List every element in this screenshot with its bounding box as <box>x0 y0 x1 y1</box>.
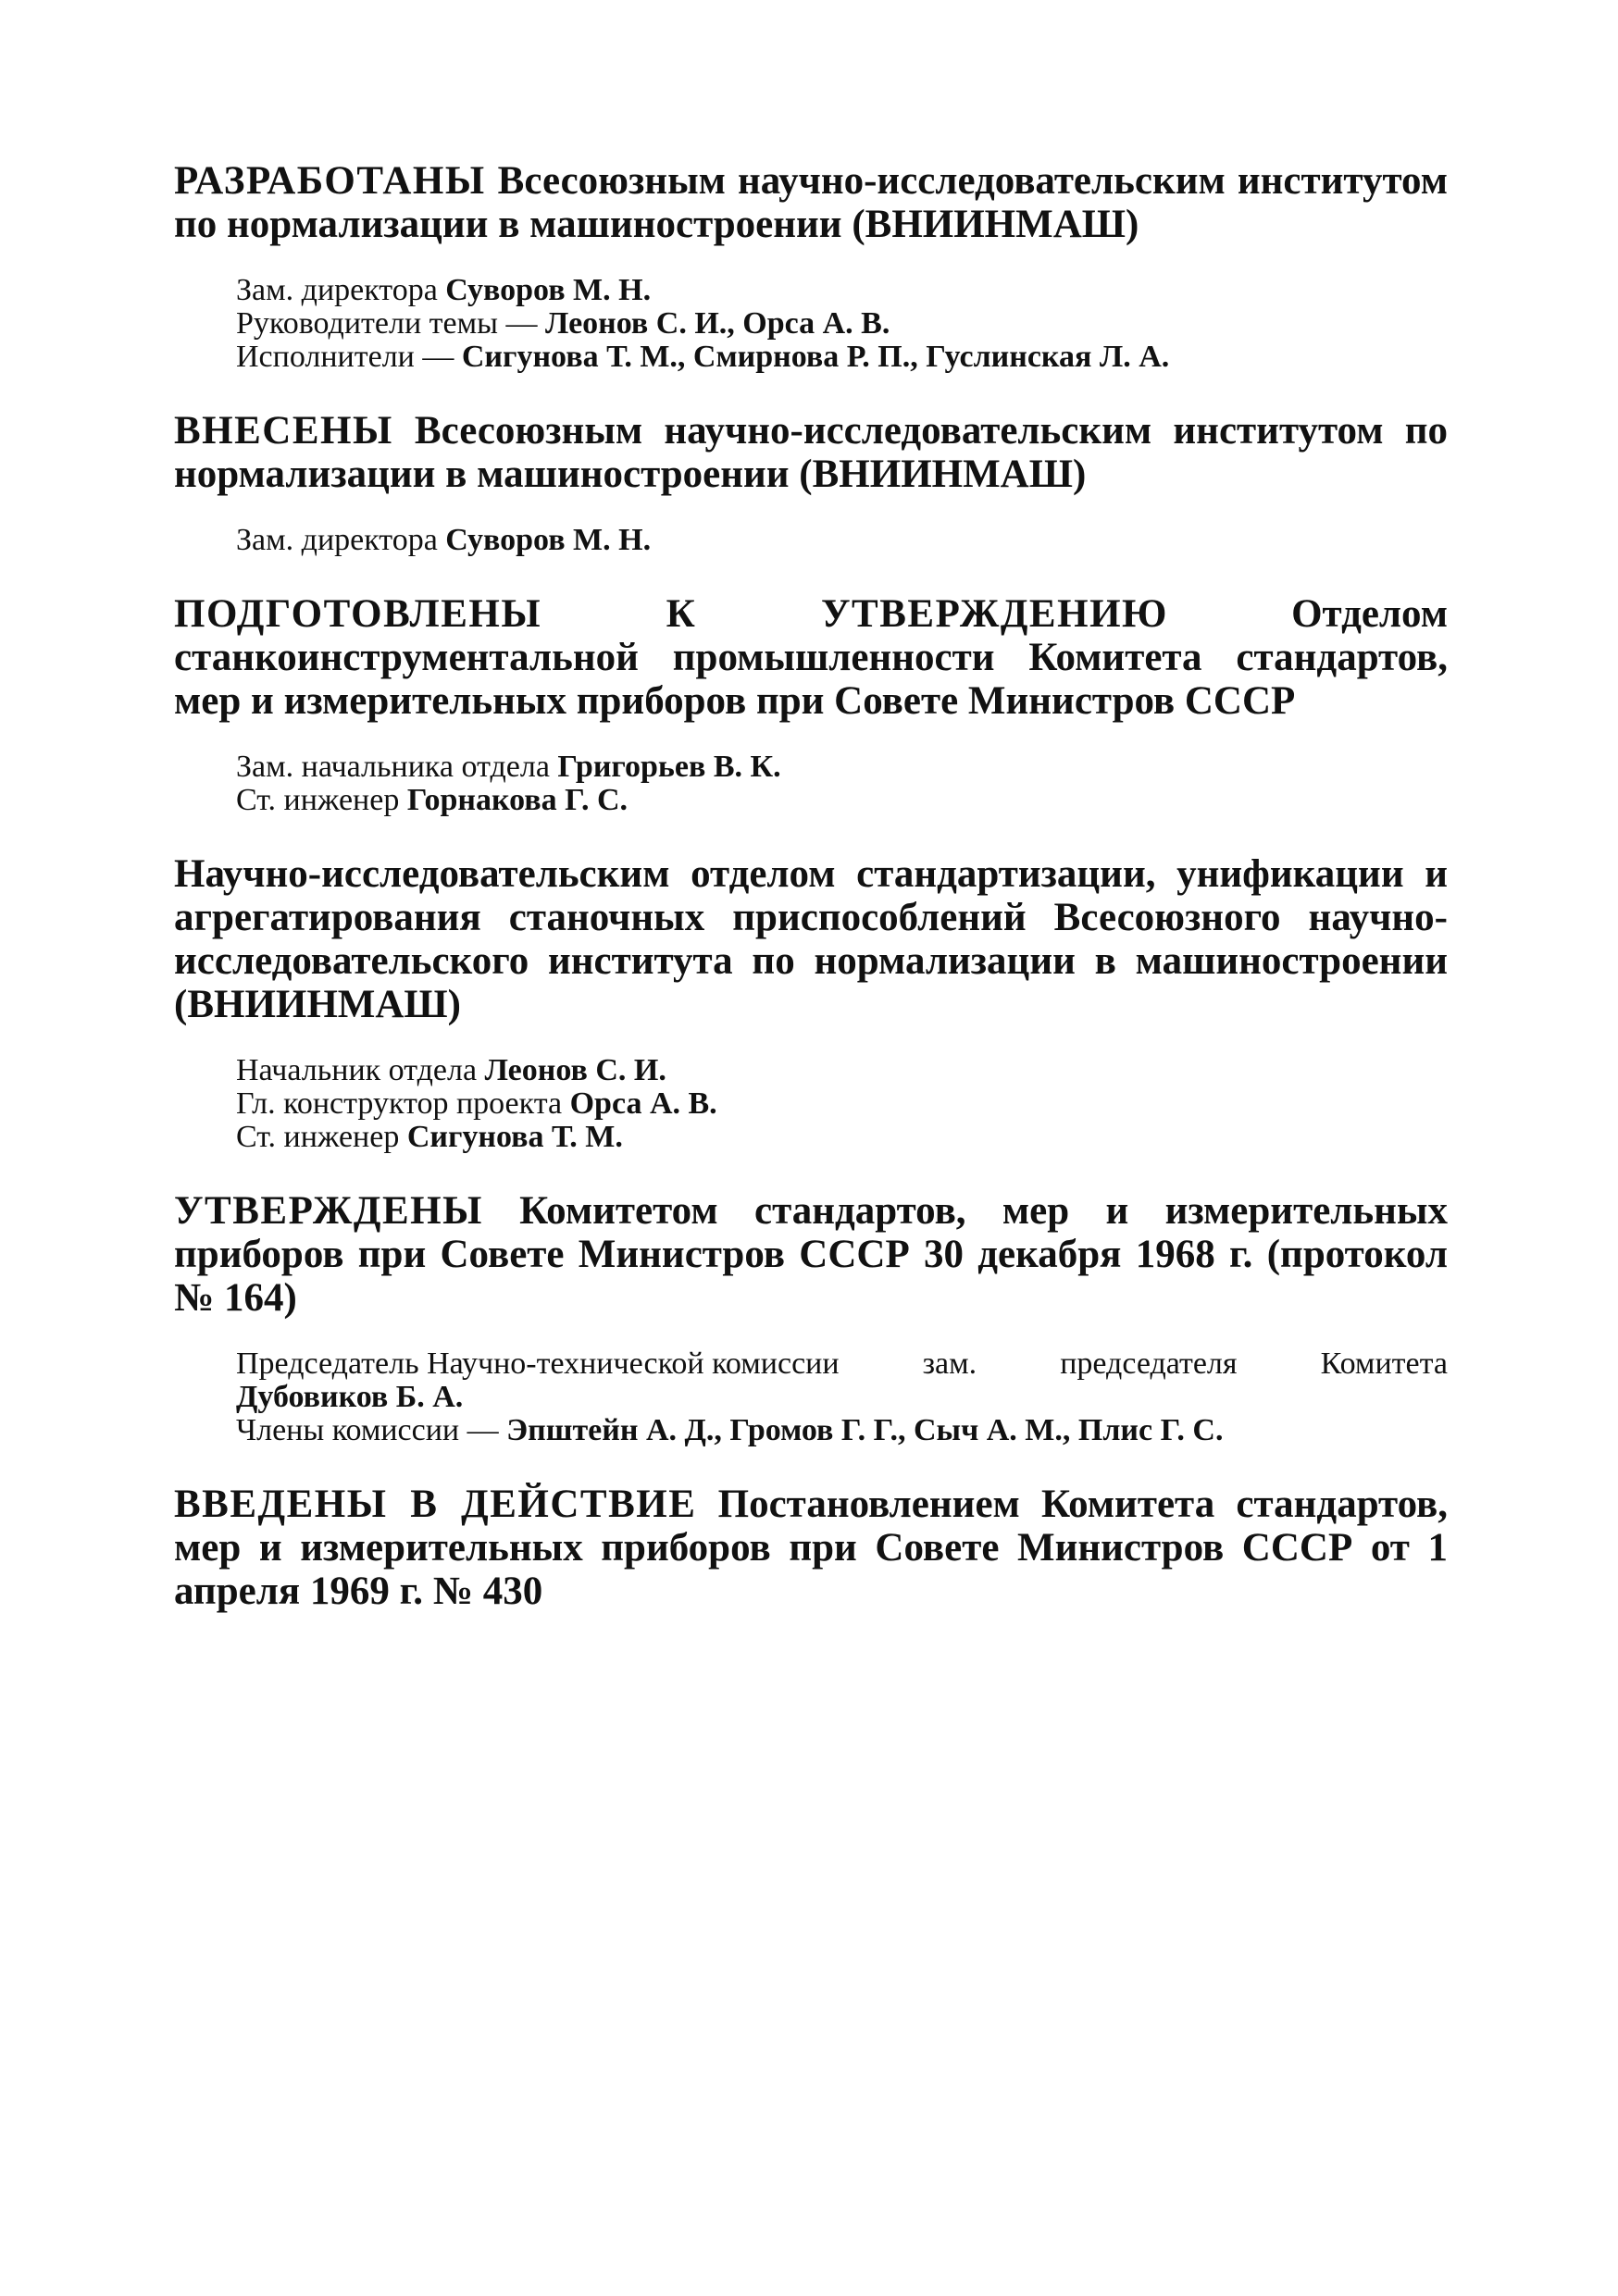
signer-role: Зам. директора <box>236 273 438 307</box>
section-submitted <box>174 409 1448 557</box>
signer-role: Ст. инженер <box>236 1120 400 1154</box>
signer-names: Григорьев В. К. <box>557 750 781 784</box>
signer-line <box>236 784 1448 817</box>
section-lead <box>174 1483 1448 1613</box>
commission-chair-line <box>236 1381 1448 1414</box>
commission-members-line <box>236 1414 1448 1447</box>
commission-chair-role-part: зам. <box>922 1347 977 1381</box>
signer-line <box>236 274 1448 307</box>
commission-chair-name: Дубовиков Б. А. <box>236 1380 464 1414</box>
section-text: Научно-исследовательским отделом стандартизации, унификации и агрегатирования станочных приспособлений Всесоюзного научно-исследовательского института по нормализации в машиностроении (ВНИИНМАШ) <box>174 852 1448 1026</box>
signers-list <box>236 751 1448 817</box>
section-prepared <box>174 592 1448 817</box>
commission-members-role: Члены комиссии — <box>236 1413 499 1447</box>
signer-names: Сигунова Т. М., Смирнова Р. П., Гуслинская Л. А. <box>461 340 1170 374</box>
section-keyword: ВВЕДЕНЫ В ДЕЙСТВИЕ <box>174 1483 697 1526</box>
signer-role: Гл. конструктор проекта <box>236 1086 563 1121</box>
signer-line <box>236 524 1448 557</box>
signer-line <box>236 341 1448 374</box>
section-keyword: ВНЕСЕНЫ <box>174 409 393 453</box>
commission-chair-role: Председатель Научно-технической комиссии <box>236 1347 840 1381</box>
signer-names: Орса А. В. <box>569 1086 717 1121</box>
commission-chair-role-line <box>236 1347 1448 1381</box>
signers-list <box>236 274 1448 374</box>
signers-list <box>236 1054 1448 1154</box>
section-keyword: РАЗРАБОТАНЫ <box>174 159 486 203</box>
signer-names: Суворов М. Н. <box>445 523 652 557</box>
section-lead <box>174 1189 1448 1320</box>
section-text: Отделом станкоинструментальной промышленности Комитета стандартов, мер и измерительных приборов при Совете Министров СССР <box>174 592 1448 723</box>
signer-role: Зам. директора <box>236 523 438 557</box>
signer-role: Исполнители — <box>236 340 454 374</box>
signer-names: Леонов С. И. <box>484 1053 666 1087</box>
section-enacted <box>174 1483 1448 1613</box>
section-lead <box>174 852 1448 1026</box>
section-text: Всесоюзным научно-исследовательским институтом по нормализации в машиностроении (ВНИИНМАШ) <box>174 159 1448 246</box>
section-text: Комитетом стандартов, мер и измерительных приборов при Совете Министров СССР 30 декабря 1968 г. (протокол № 164) <box>174 1189 1449 1320</box>
content-area <box>174 159 1448 1648</box>
signer-role: Начальник отдела <box>236 1053 478 1087</box>
signer-line <box>236 307 1448 341</box>
signer-line <box>236 1087 1448 1121</box>
signer-names: Горнакова Г. С. <box>406 783 628 817</box>
section-developed <box>174 159 1448 374</box>
section-approved <box>174 1189 1448 1447</box>
section-text: Постановлением Комитета стандартов, мер и измерительных приборов при Совете Министров СССР от 1 апреля 1969 г. № 430 <box>174 1483 1448 1613</box>
signer-names: Леонов С. И., Орса А. В. <box>544 306 890 341</box>
section-lead <box>174 159 1448 246</box>
commission-members-names: Эпштейн А. Д., Громов Г. Г., Сыч А. М., Плис Г. С. <box>506 1413 1224 1447</box>
commission-chair-role-part: председателя <box>1060 1347 1238 1381</box>
section-lead <box>174 409 1448 496</box>
signer-role: Руководители темы — <box>236 306 538 341</box>
signer-names: Сигунова Т. М. <box>406 1120 623 1154</box>
section-keyword: ПОДГОТОВЛЕНЫ К УТВЕРЖДЕНИЮ <box>174 592 1168 636</box>
signers-list <box>236 524 1448 557</box>
signer-line <box>236 1121 1448 1154</box>
commission-list <box>236 1347 1448 1447</box>
signer-role: Зам. начальника отдела <box>236 750 550 784</box>
section-lead <box>174 592 1448 723</box>
signer-names: Суворов М. Н. <box>445 273 652 307</box>
commission-chair-role-part: Комитета <box>1320 1347 1448 1381</box>
section-keyword: УТВЕРЖДЕНЫ <box>174 1189 483 1233</box>
section-research-department <box>174 852 1448 1154</box>
section-text: Всесоюзным научно-исследовательским институтом по нормализации в машиностроении (ВНИИНМАШ) <box>174 409 1448 496</box>
signer-line <box>236 751 1448 784</box>
signer-role: Ст. инженер <box>236 783 400 817</box>
signer-line <box>236 1054 1448 1087</box>
